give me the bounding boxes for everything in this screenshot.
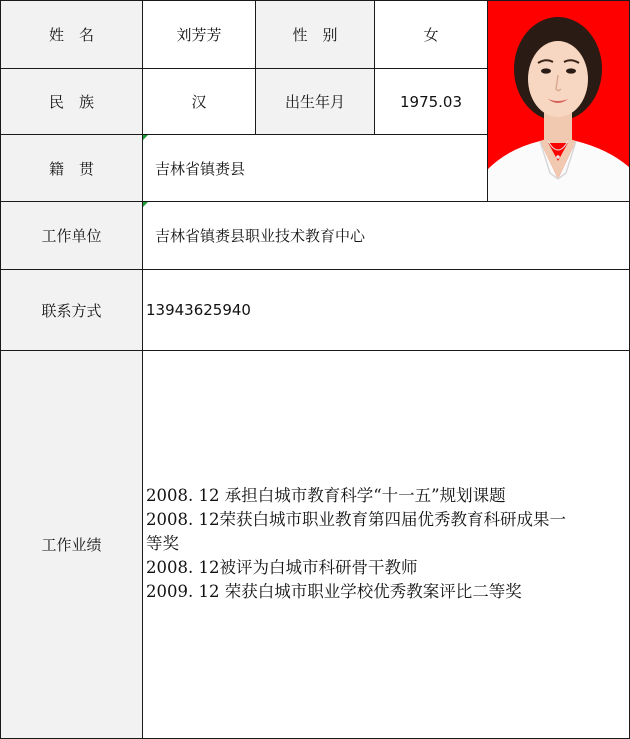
grid-line — [0, 350, 630, 351]
grid-line — [255, 0, 256, 135]
grid-line — [0, 134, 488, 135]
name-label: 姓 名 — [48, 26, 94, 44]
birth-value-cell — [375, 69, 487, 134]
birth-value: 1975.03 — [399, 92, 463, 111]
grid-line — [0, 68, 488, 69]
origin-value: 吉林省镇赉县 — [155, 159, 246, 178]
ethnicity-label: 民 族 — [48, 93, 94, 111]
ethnicity-value-cell — [143, 69, 255, 134]
employer-value: 吉林省镇赉县职业技术教育中心 — [155, 227, 366, 245]
achievement-line: 2008. 12荣获白城市职业教育第四届优秀教育科研成果一 — [146, 510, 566, 529]
gender-value: 女 — [423, 26, 439, 44]
achievement-line: 2008. 12被评为白城市科研骨干教师 — [146, 558, 418, 577]
birth-label-cell — [256, 69, 374, 134]
name-value: 刘芳芳 — [176, 26, 222, 44]
gender-value-cell — [375, 1, 487, 68]
achievements-label-cell — [1, 351, 142, 738]
contact-label: 联系方式 — [41, 301, 102, 320]
achievement-line: 2009. 12 荣获白城市职业学校优秀教案评比二等奖 — [146, 582, 522, 601]
gender-label: 性 别 — [292, 26, 338, 44]
origin-label-cell — [1, 135, 142, 201]
contact-value-cell — [143, 270, 629, 350]
achievements-label: 工作业绩 — [41, 536, 102, 554]
achievement-line: 2008. 12 承担白城市教育科学“十一五”规划课题 — [146, 486, 506, 505]
grid-line — [374, 0, 375, 135]
origin-value-cell — [143, 135, 487, 201]
name-label-cell — [1, 1, 142, 68]
grid-line — [0, 0, 630, 1]
achievements-list — [146, 484, 624, 604]
cell-marker — [143, 135, 148, 140]
contact-value: 13943625940 — [146, 301, 251, 319]
origin-label: 籍 贯 — [48, 159, 94, 178]
employer-value-cell — [143, 202, 629, 269]
gender-label-cell — [256, 1, 374, 68]
ethnicity-value: 汉 — [191, 93, 207, 111]
employer-label-cell — [1, 202, 142, 269]
achievement-line: 等奖 — [146, 534, 179, 553]
grid-line — [142, 0, 143, 739]
employer-label: 工作单位 — [41, 227, 102, 245]
portrait-icon — [488, 1, 629, 201]
grid-line — [0, 201, 630, 202]
portrait-photo — [488, 1, 629, 201]
birth-label: 出生年月 — [284, 93, 345, 111]
grid-line — [487, 0, 488, 202]
contact-label-cell — [1, 270, 142, 350]
cell-marker — [143, 202, 148, 207]
name-value-cell — [143, 1, 255, 68]
grid-line — [0, 0, 1, 739]
grid-line — [0, 269, 630, 270]
ethnicity-label-cell — [1, 69, 142, 134]
